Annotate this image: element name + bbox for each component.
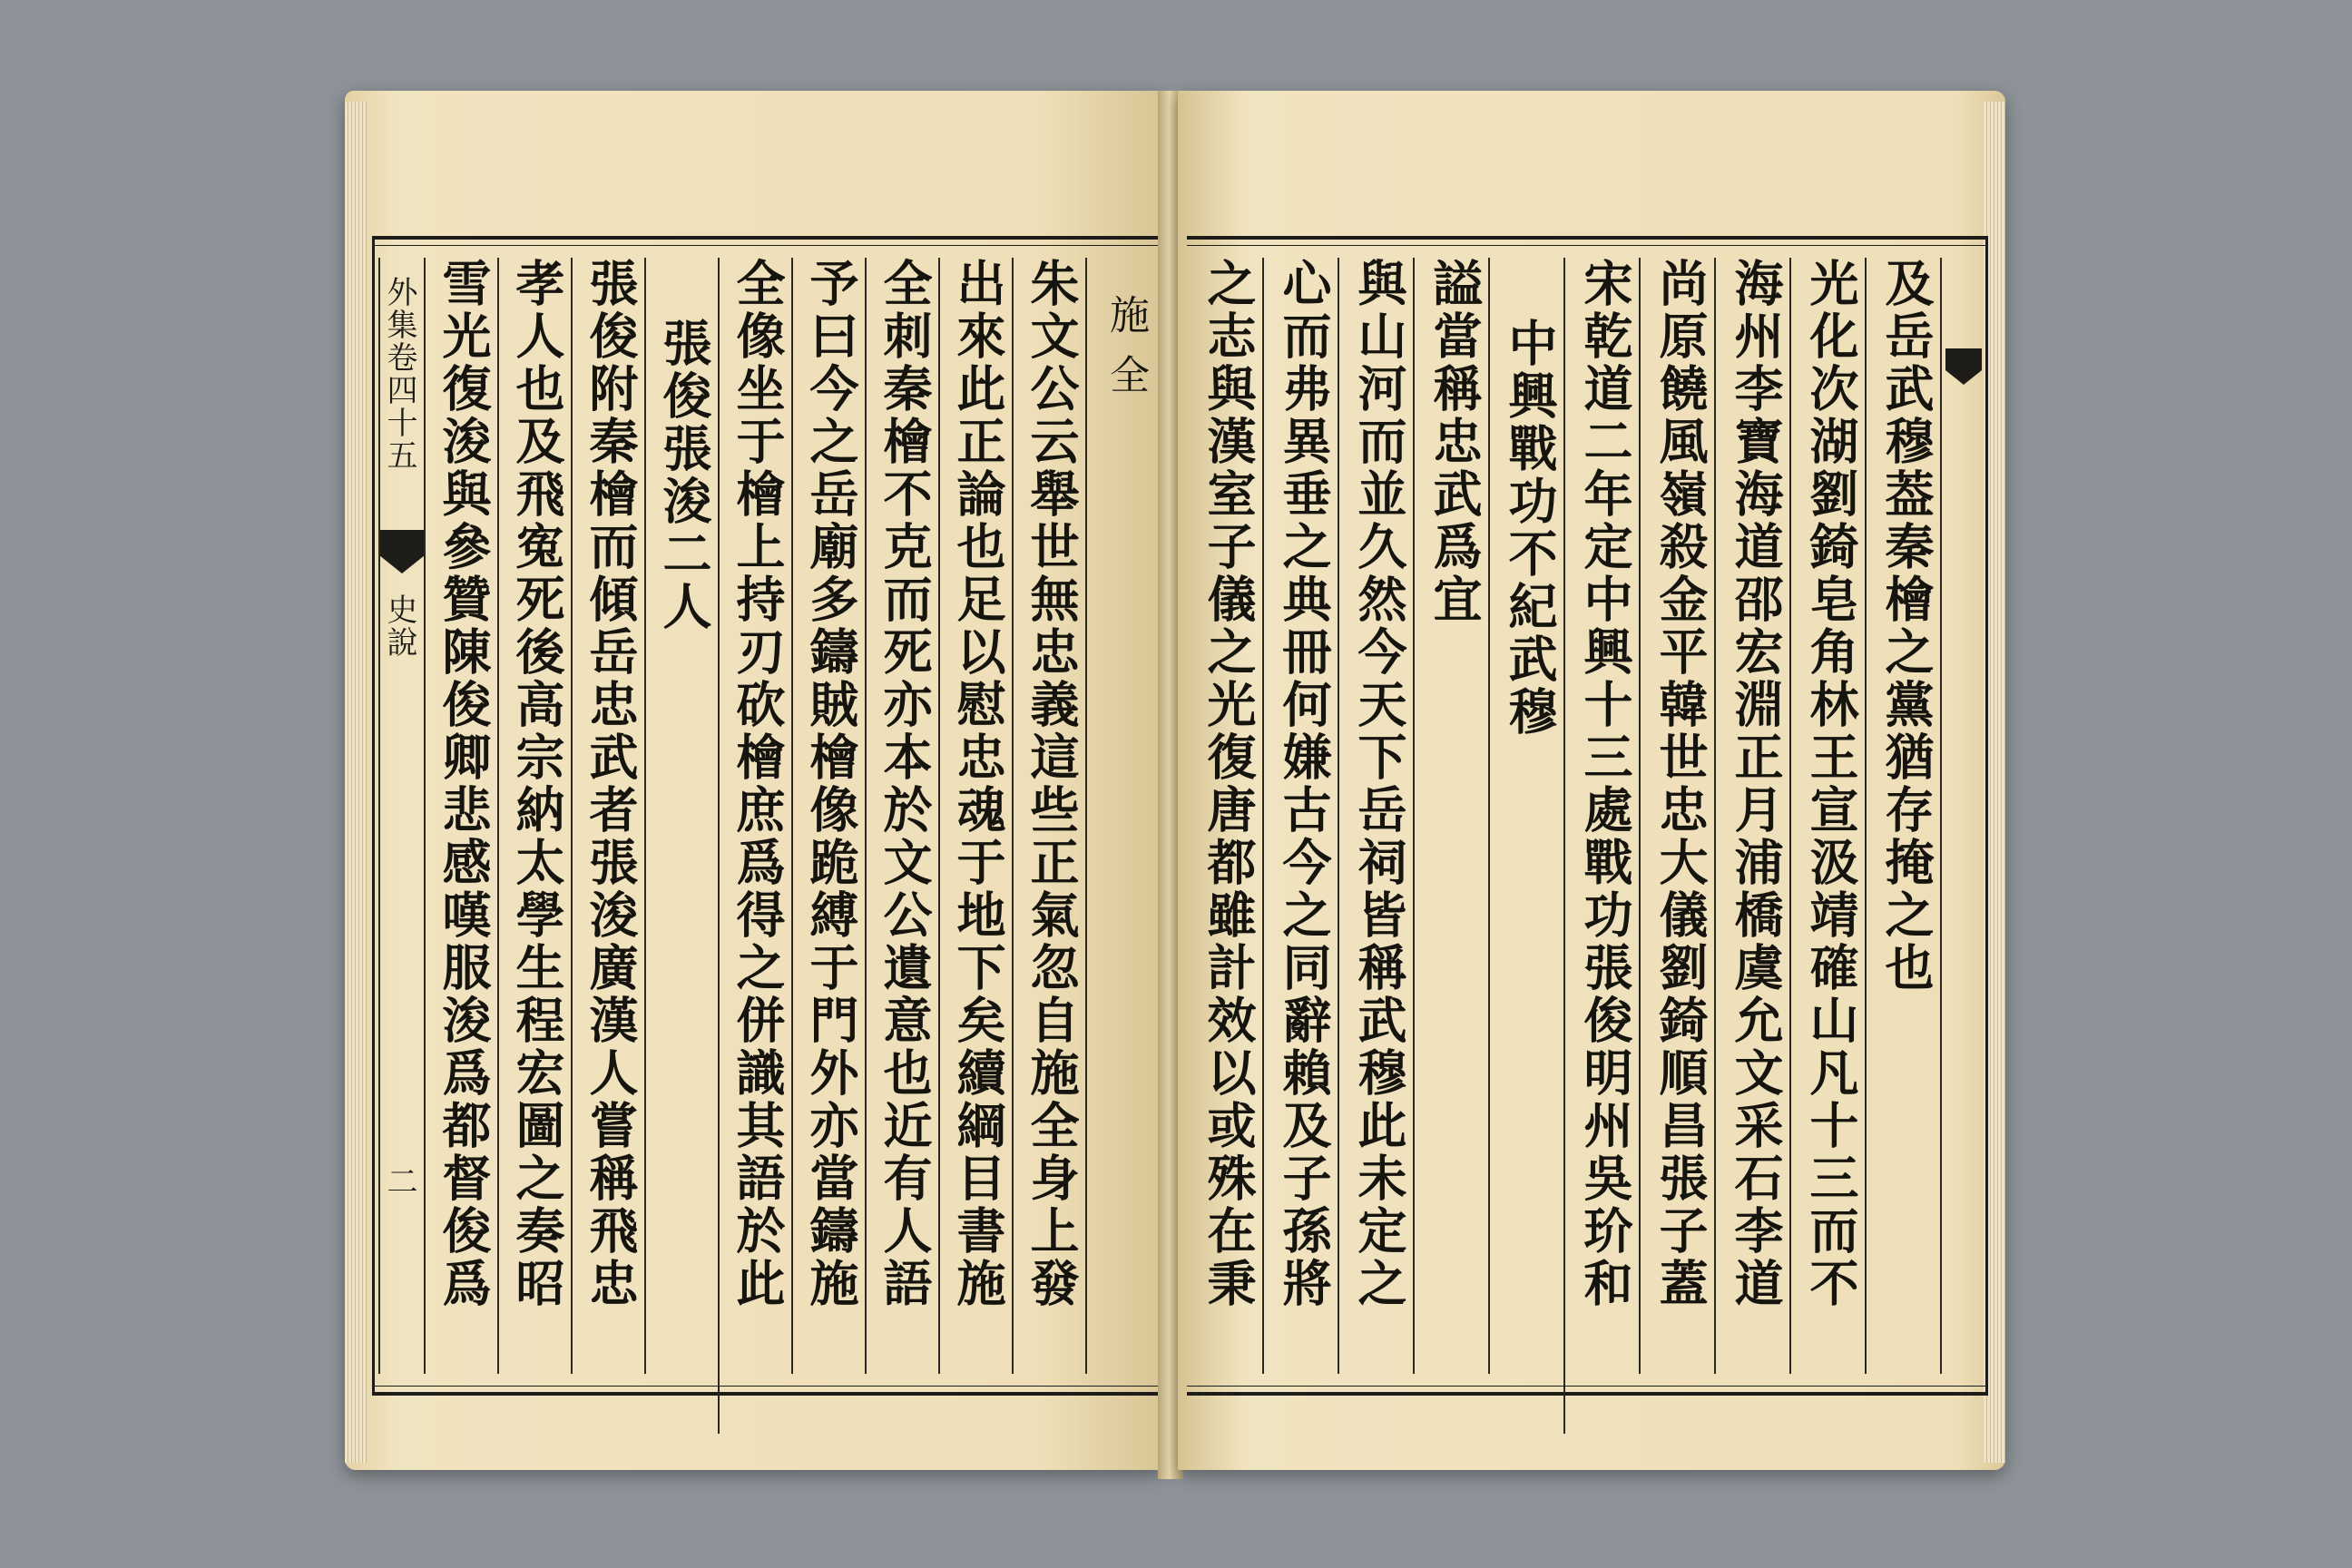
text-column: 朱文公云舉世無忠義這些正氣忽自施全身上發 bbox=[1015, 258, 1087, 1374]
text-column: 張俊附秦檜而傾岳忠武者張浚廣漢人嘗稱飛忠 bbox=[574, 258, 646, 1374]
right-text-frame bbox=[1187, 236, 1988, 1396]
text-column: 全像坐于檜上持刃砍檜庶爲得之併識其語於此 bbox=[721, 258, 793, 1374]
text-column: 心而弗異垂之典冊何嫌古今之同辭賴及子孫將 bbox=[1266, 258, 1339, 1374]
section-heading: 張俊張浚二人 bbox=[648, 258, 720, 1434]
open-book bbox=[334, 91, 2022, 1488]
right-page bbox=[1178, 91, 2005, 1470]
fish-tail-mark bbox=[380, 530, 424, 573]
text-column: 海州李寶海道邵宏淵正月浦橋虞允文采石李道 bbox=[1718, 258, 1791, 1374]
block-center-strip bbox=[378, 258, 426, 1374]
text-column: 予曰今之岳廟多鑄賊檜像跪縛于門外亦當鑄施 bbox=[795, 258, 867, 1374]
left-page bbox=[345, 91, 1163, 1470]
fish-tail-mark-right bbox=[1945, 348, 1982, 385]
text-column: 全刺秦檜不克而死亦本於文公遺意也近有人語 bbox=[868, 258, 940, 1374]
text-column: 雪光復浚與參贊陳俊卿悲感嘆服浚爲都督俊爲 bbox=[427, 258, 499, 1374]
article-title: 施全 bbox=[1089, 258, 1161, 1410]
page-number: 二 bbox=[381, 1165, 417, 1198]
text-column: 之志與漢室子儀之光復唐都雖計效以或殊在秉 bbox=[1191, 258, 1264, 1374]
text-column: 謚當稱忠武爲宜 bbox=[1416, 258, 1490, 1374]
text-column: 出來此正論也足以慰忠魂于地下矣續綱目書施 bbox=[942, 258, 1014, 1374]
text-column: 與山河而並久然今天下岳祠皆稱武穆此未定之 bbox=[1341, 258, 1415, 1374]
volume-title: 外集卷四十五 bbox=[381, 276, 417, 472]
text-column: 宋乾道二年定中興十三處戰功張俊明州吳玠和 bbox=[1567, 258, 1641, 1374]
text-column: 光化次湖劉錡皂角林王宣汲靖確山凡十三而不 bbox=[1793, 258, 1867, 1374]
left-text-frame bbox=[372, 236, 1164, 1396]
section-title: 史說 bbox=[381, 593, 417, 659]
text-column: 孝人也及飛寃死後高宗納太學生程宏圖之奏昭 bbox=[501, 258, 573, 1374]
section-heading: 中興戰功不紀武穆 bbox=[1492, 258, 1565, 1434]
left-page-edge bbox=[345, 102, 367, 1463]
text-column: 尚原饒風嶺殺金平韓世忠大儀劉錡順昌張子蓋 bbox=[1642, 258, 1716, 1374]
text-column: 及岳武穆葢秦檜之黨猶存掩之也 bbox=[1868, 258, 1942, 1374]
